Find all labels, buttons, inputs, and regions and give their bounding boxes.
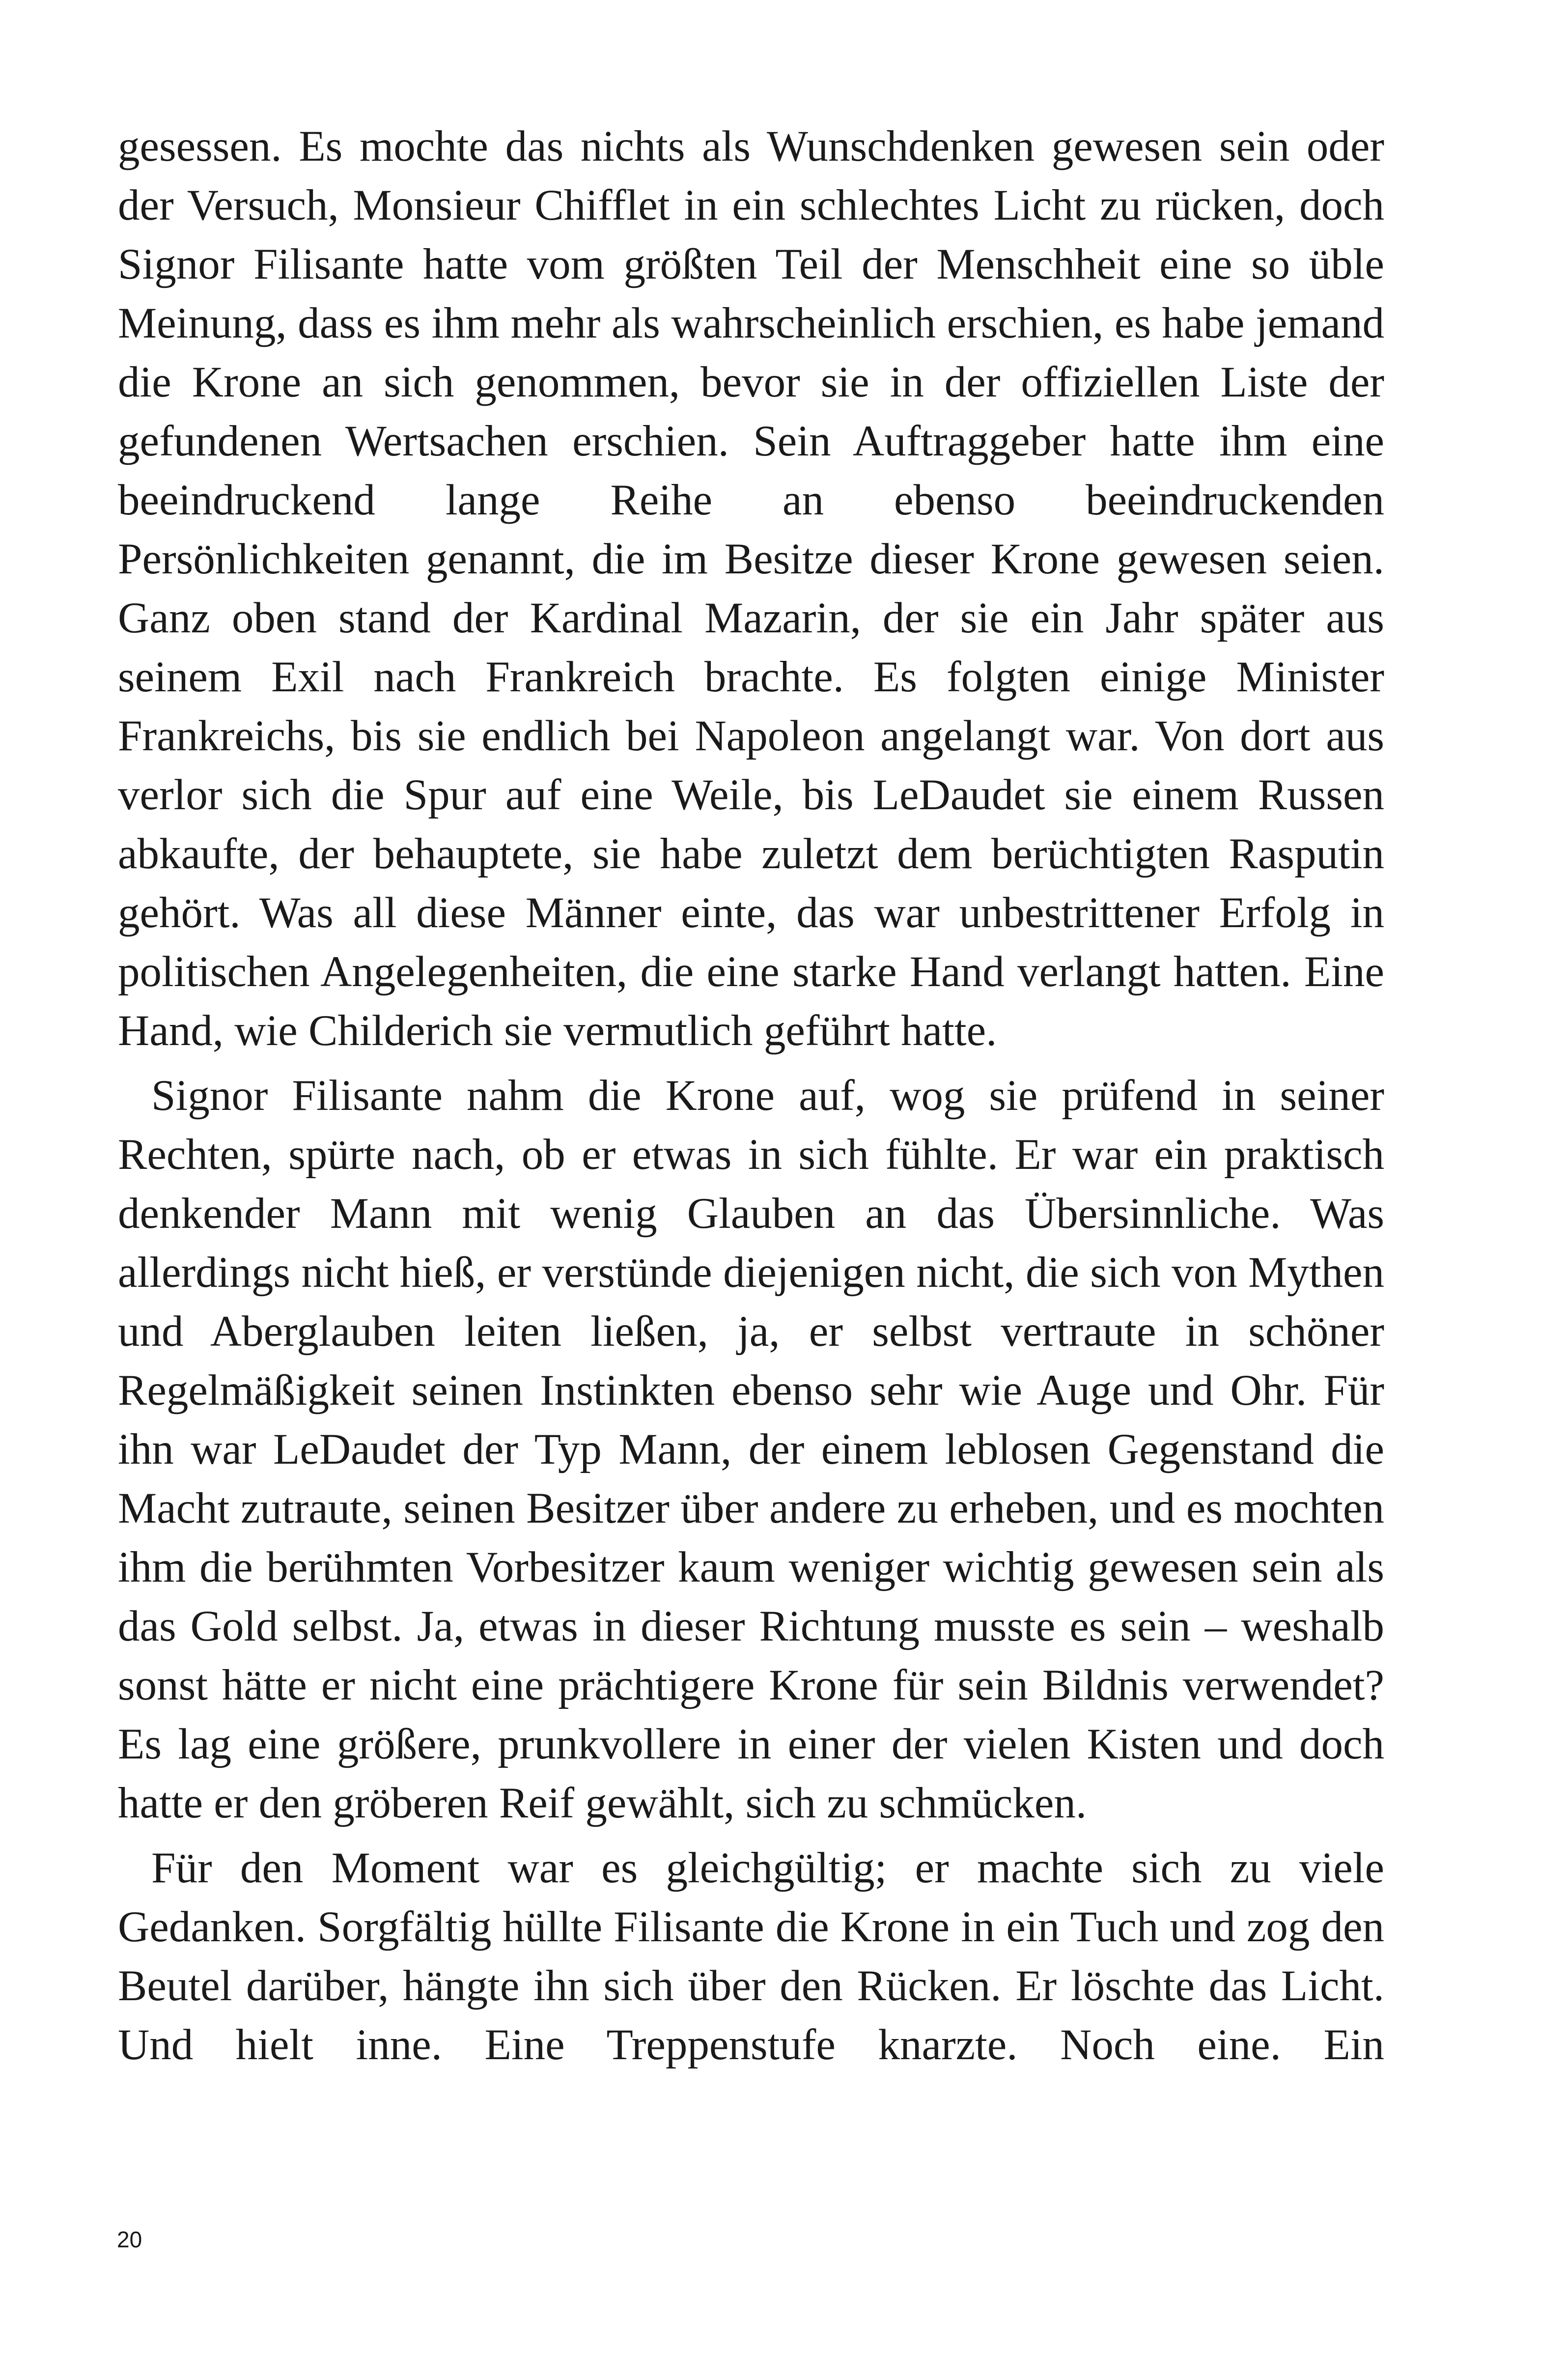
paragraph: Signor Filisante nahm die Krone auf, wog sie prüfend in seiner Rechten, spürte nach, ob er etwas in sich fühlte. Er war ein praktisch denkender Mann mit wenig Glauben an das Übersinnliche. Was allerdings nicht hieß, er verstünde diejenigen nicht, die sich von Mythen und Aberglauben leiten ließen, ja, er selbst vertraute in schöner Regelmäßigkeit seinen Instinkten ebenso sehr wie Auge und Ohr. Für ihn war LeDaudet der Typ Mann, der einem leblosen Gegenstand die Macht zutraute, seinen Besitzer über andere zu erheben, und es mochten ihm die berühmten Vorbesitzer kaum weniger wichtig gewesen sein als das Gold selbst. Ja, etwas in dieser Richtung musste es sein – weshalb sonst hätte er nicht eine prächtigere Krone für sein Bildnis verwendet? Es lag eine größere, prunkvollere in einer der vielen Kisten und doch hatte er den gröberen Reif gewählt, sich zu schmücken.	[118, 1072, 1384, 1827]
paragraph: Für den Moment war es gleichgültig; er machte sich zu viele Gedanken. Sorgfältig hüllte Filisante die Krone in ein Tuch und zog den Beutel darüber, hängte ihn sich über den Rücken. Er löschte das Licht. Und hielt inne. Eine Treppenstufe knarzte. Noch eine. Ein	[118, 1844, 1384, 2069]
page-number: 20	[117, 2227, 142, 2252]
paragraph: gesessen. Es mochte das nichts als Wunschdenken gewesen sein oder der Versuch, Monsieur Chifflet in ein schlechtes Licht zu rücken, doch Signor Filisante hatte vom größten Teil der Menschheit eine so üble Meinung, dass es ihm mehr als wahrscheinlich erschien, es habe jemand die Krone an sich genommen, bevor sie in der offiziellen Liste der gefundenen Wertsachen erschien. Sein Auftraggeber hatte ihm eine beeindruckend lange Reihe an ebenso beeindruckenden Persönlichkeiten genannt, die im Besitze dieser Krone gewesen seien. Ganz oben stand der Kardinal Mazarin, der sie ein Jahr später aus seinem Exil nach Frankreich brachte. Es folgten einige Minister Frankreichs, bis sie endlich bei Napoleon angelangt war. Von dort aus verlor sich die Spur auf eine Weile, bis LeDaudet sie einem Russen abkaufte, der behauptete, sie habe zuletzt dem berüchtigten Rasputin gehört. Was all diese Männer einte, das war unbestrittener Erfolg in politischen Angelegenheiten, die eine starke Hand verlangt hatten. Eine Hand, wie Childerich sie vermutlich geführt hatte.	[118, 122, 1384, 1055]
page-body	[118, 117, 1384, 2080]
